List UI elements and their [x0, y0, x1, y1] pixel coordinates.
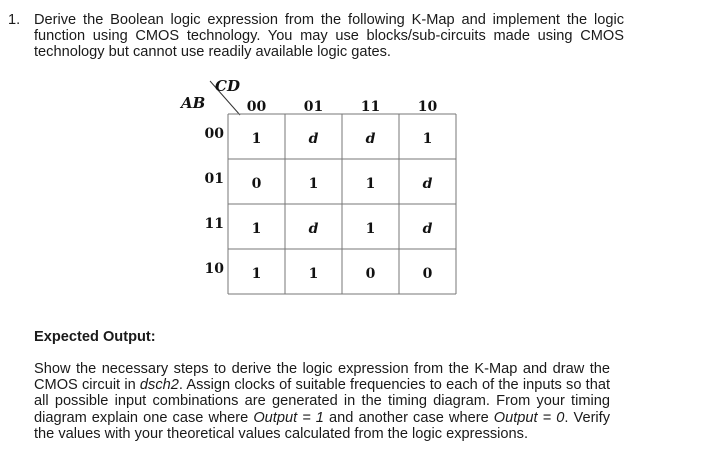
kmap-row-label: 11: [204, 216, 224, 232]
kmap-cell: 1: [251, 131, 262, 147]
kmap-cell: 1: [251, 221, 262, 237]
expected-text-3: and another case where: [323, 409, 494, 426]
kmap-col-label: 00: [246, 99, 267, 115]
expected-body: [34, 361, 610, 442]
kmap-cell: 1: [308, 266, 319, 282]
expected-dsch: dsch2: [139, 377, 179, 394]
kmap-col-label: 01: [303, 99, 324, 115]
kmap-row-var: AB: [181, 94, 206, 112]
kmap-cell: 1: [365, 221, 376, 237]
kmap-col-var: CD: [215, 77, 240, 95]
expected-output-0: Output = 0: [493, 409, 565, 426]
kmap-cell: 0: [251, 176, 262, 192]
kmap-col-label: 11: [360, 99, 381, 115]
kmap-row-label: 10: [204, 261, 224, 277]
expected-text-1: Show the necessary steps to derive the logic expression from the K-Map and draw the CMOS circuit in: [34, 361, 610, 394]
kmap-cell: 0: [365, 266, 376, 282]
kmap-cell: d: [365, 131, 376, 147]
expected-heading: Expected Output:: [34, 329, 156, 345]
kmap-cell: 1: [422, 131, 433, 147]
expected-text-2: . Assign clocks of suitable frequencies to each of the inputs so that all possible input combinations are generated in the timing diagram. From your timing diagram explain one case where: [34, 377, 610, 426]
kmap-col-label: 10: [417, 99, 438, 115]
kmap-row-label: 00: [204, 126, 224, 142]
kmap-cell: 0: [422, 266, 433, 282]
kmap-col-labels: [247, 99, 438, 115]
kmap-cell: d: [308, 131, 319, 147]
question-number: 1.: [8, 12, 21, 28]
kmap-cell: d: [422, 221, 433, 237]
expected-text-4: . Verify the values with your theoretical values calculated from the logic expressions.: [34, 409, 611, 442]
kmap-cell: 1: [251, 266, 262, 282]
kmap-row-label: 01: [204, 171, 224, 187]
question-text: Derive the Boolean logic expression from the following K-Map and implement the logic function using CMOS technology. You may use blocks/sub-circuits made using CMOS technology but cannot use readily available logic gates.: [34, 12, 624, 60]
kmap-row-labels: [205, 126, 225, 277]
kmap-cell: d: [308, 221, 319, 237]
kmap-cell: 1: [308, 176, 319, 192]
kmap-cell: 1: [365, 176, 376, 192]
kmap-cell: d: [422, 176, 433, 192]
expected-output-1: Output = 1: [253, 409, 324, 426]
